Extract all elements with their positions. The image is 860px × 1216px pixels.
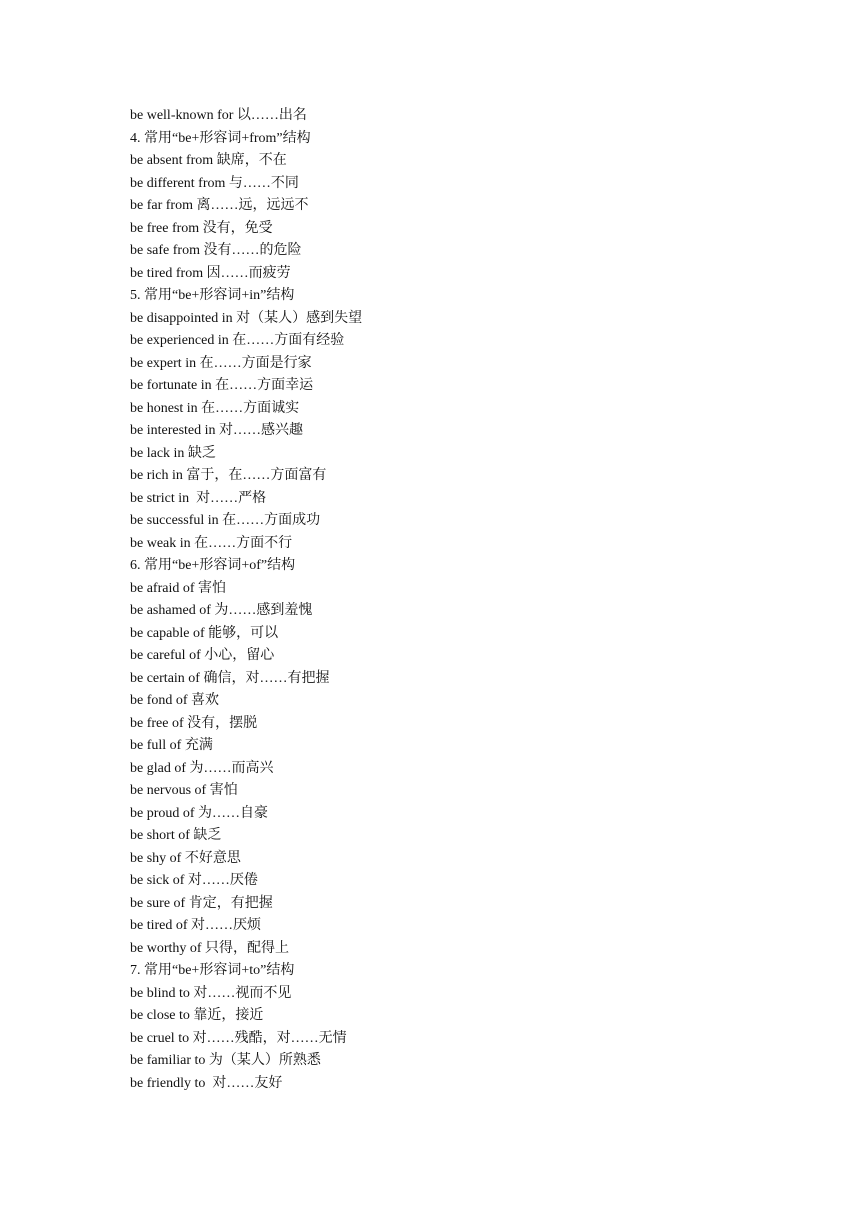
text-line: be sick of 对……厌倦: [130, 873, 258, 888]
text-line: be honest in 在……方面诚实: [130, 400, 300, 416]
text-line: be ashamed of 为……感到羞愧: [130, 603, 313, 618]
text-line: be safe from 没有……的危险: [130, 243, 302, 258]
document-body: [130, 105, 750, 1095]
text-line: be well-known for 以……出名: [130, 108, 307, 123]
text-line: be familiar to 为（某人）所熟悉: [130, 1053, 321, 1068]
text-line: be certain of 确信，对……有把握: [130, 670, 330, 686]
text-line: be nervous of 害怕: [130, 783, 238, 798]
text-line: be glad of 为……而高兴: [130, 760, 274, 776]
section-heading: 7. 常用“be+形容词+to”结构: [130, 963, 295, 978]
text-line: be afraid of 害怕: [130, 580, 227, 596]
text-line: be lack in 缺乏: [130, 445, 216, 461]
text-line: be strict in 对……严格: [130, 490, 267, 506]
text-line: be tired from 因……而疲劳: [130, 265, 291, 281]
text-line: be free of 没有，摆脱: [130, 715, 258, 731]
text-line: be full of 充满: [130, 738, 213, 753]
section-heading: 6. 常用“be+形容词+of”结构: [130, 558, 296, 573]
text-line: be proud of 为……自豪: [130, 805, 269, 821]
section-heading: 5. 常用“be+形容词+in”结构: [130, 288, 295, 303]
text-line: be tired of 对……厌烦: [130, 918, 262, 933]
text-line: be weak in 在……方面不行: [130, 535, 293, 551]
text-line: be cruel to 对……残酷，对……无情: [130, 1030, 347, 1046]
text-line: be expert in 在……方面是行家: [130, 355, 312, 371]
text-line: be experienced in 在……方面有经验: [130, 333, 345, 348]
text-line: be careful of 小心，留心: [130, 648, 275, 663]
text-line: be rich in 富于，在……方面富有: [130, 468, 327, 483]
text-line: be different from 与……不同: [130, 175, 299, 191]
text-line: be free from 没有，免受: [130, 220, 273, 236]
text-line: be short of 缺乏: [130, 828, 222, 843]
text-line: be capable of 能够，可以: [130, 625, 279, 641]
text-line: be fortunate in 在……方面幸运: [130, 378, 314, 393]
text-line: be sure of 肯定，有把握: [130, 895, 273, 911]
text-line: be disappointed in 对（某人）感到失望: [130, 310, 363, 326]
text-line: be shy of 不好意思: [130, 850, 241, 866]
text-line: be worthy of 只得，配得上: [130, 940, 290, 956]
text-line: be blind to 对……视而不见: [130, 985, 292, 1001]
text-line: be successful in 在……方面成功: [130, 513, 321, 528]
section-heading: 4. 常用“be+形容词+from”结构: [130, 130, 311, 146]
text-line: be interested in 对……感兴趣: [130, 423, 304, 438]
text-line: be fond of 喜欢: [130, 693, 220, 708]
text-line: be far from 离……远，远远不: [130, 198, 309, 213]
text-line: be close to 靠近，接近: [130, 1008, 264, 1023]
text-line: be friendly to 对……友好: [130, 1075, 283, 1091]
text-line: be absent from 缺席，不在: [130, 153, 287, 168]
